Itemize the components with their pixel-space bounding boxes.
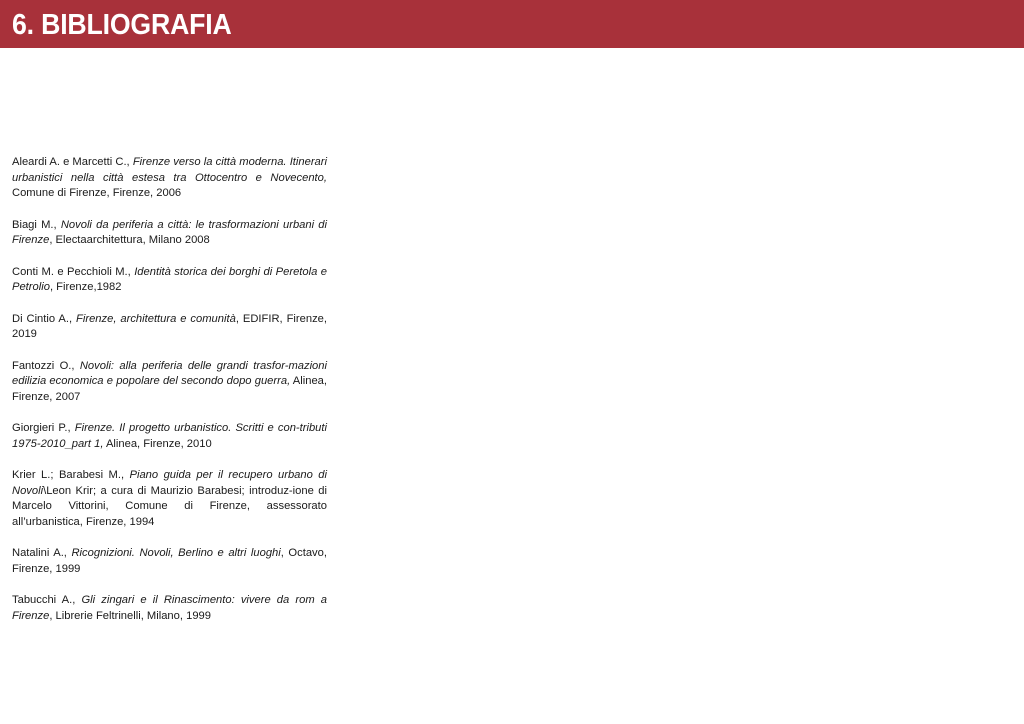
entry-author: Fantozzi O., <box>12 359 80 372</box>
entry-details: , Octavo, Firenze, 1999 <box>12 547 327 575</box>
bibliography-entry <box>12 468 327 530</box>
entry-details: Comune di Firenze, Firenze, 2006 <box>12 187 182 199</box>
entry-title: Novoli: alla periferia delle grandi trasfor-mazioni edilizia economica e popolare del secondo dopo guerra, <box>12 359 327 387</box>
entry-title: Firenze. Il progetto urbanistico. Scritti e con-tributi 1975-2010_part 1, <box>12 422 328 450</box>
entry-details: , Electaarchitettura, Milano 2008 <box>49 234 210 246</box>
bibliography-entry <box>12 312 327 343</box>
entry-author: Di Cintio A., <box>12 312 77 325</box>
bibliography-entry <box>12 593 327 624</box>
entry-title: Firenze, architettura e comunità <box>76 312 236 325</box>
bibliography-entry <box>12 421 327 452</box>
page-title: 6. BIBLIOGRAFIA <box>12 9 232 41</box>
entry-title: Novoli da periferia a città: le trasformazioni urbani di Firenze <box>12 218 327 246</box>
entry-details: Alinea, Firenze, 2007 <box>12 375 327 403</box>
bibliography-entry <box>12 218 327 249</box>
entry-author: Aleardi A. e Marcetti C., <box>12 156 133 168</box>
entry-details: , Firenze,1982 <box>49 281 122 293</box>
entry-details: Alinea, Firenze, 2010 <box>103 437 212 450</box>
entry-details: \Leon Krir; a cura di Maurizio Barabesi; introduz-ione di Marcelo Vittorini, Comune di Firenze, assessorato all’urbanistica, Firenze, 1994 <box>12 484 327 528</box>
entry-author: Natalini A., <box>12 547 72 559</box>
entry-author: Krier L.; Barabesi M., <box>12 469 130 481</box>
entry-author: Giorgieri P., <box>12 422 75 434</box>
entry-title: Firenze verso la città moderna. Itinerari urbanistici nella città estesa tra Ottocentro e Novecento, <box>12 156 327 184</box>
bibliography-entry <box>12 265 327 296</box>
entry-title: Identità storica dei borghi di Peretola e Petrolio <box>12 265 327 293</box>
entry-title: Piano guida per il recupero urbano di Novoli <box>12 469 327 497</box>
entry-author: Conti M. e Pecchioli M., <box>12 265 135 278</box>
entry-details: , Librerie Feltrinelli, Milano, 1999 <box>49 609 211 622</box>
bibliography-entry <box>12 546 327 577</box>
bibliography-entry <box>12 155 327 202</box>
entry-author: Tabucchi A., <box>12 594 82 606</box>
entry-author: Biagi M., <box>12 218 61 231</box>
bibliography-entry <box>12 359 327 406</box>
header-bar <box>0 0 1024 48</box>
entry-title: Ricognizioni. Novoli, Berlino e altri luoghi <box>71 547 281 559</box>
entry-title: Gli zingari e il Rinascimento: vivere da rom a Firenze <box>12 594 327 622</box>
entry-details: , EDIFIR, Firenze, 2019 <box>12 312 327 340</box>
bibliography-list <box>12 155 327 640</box>
